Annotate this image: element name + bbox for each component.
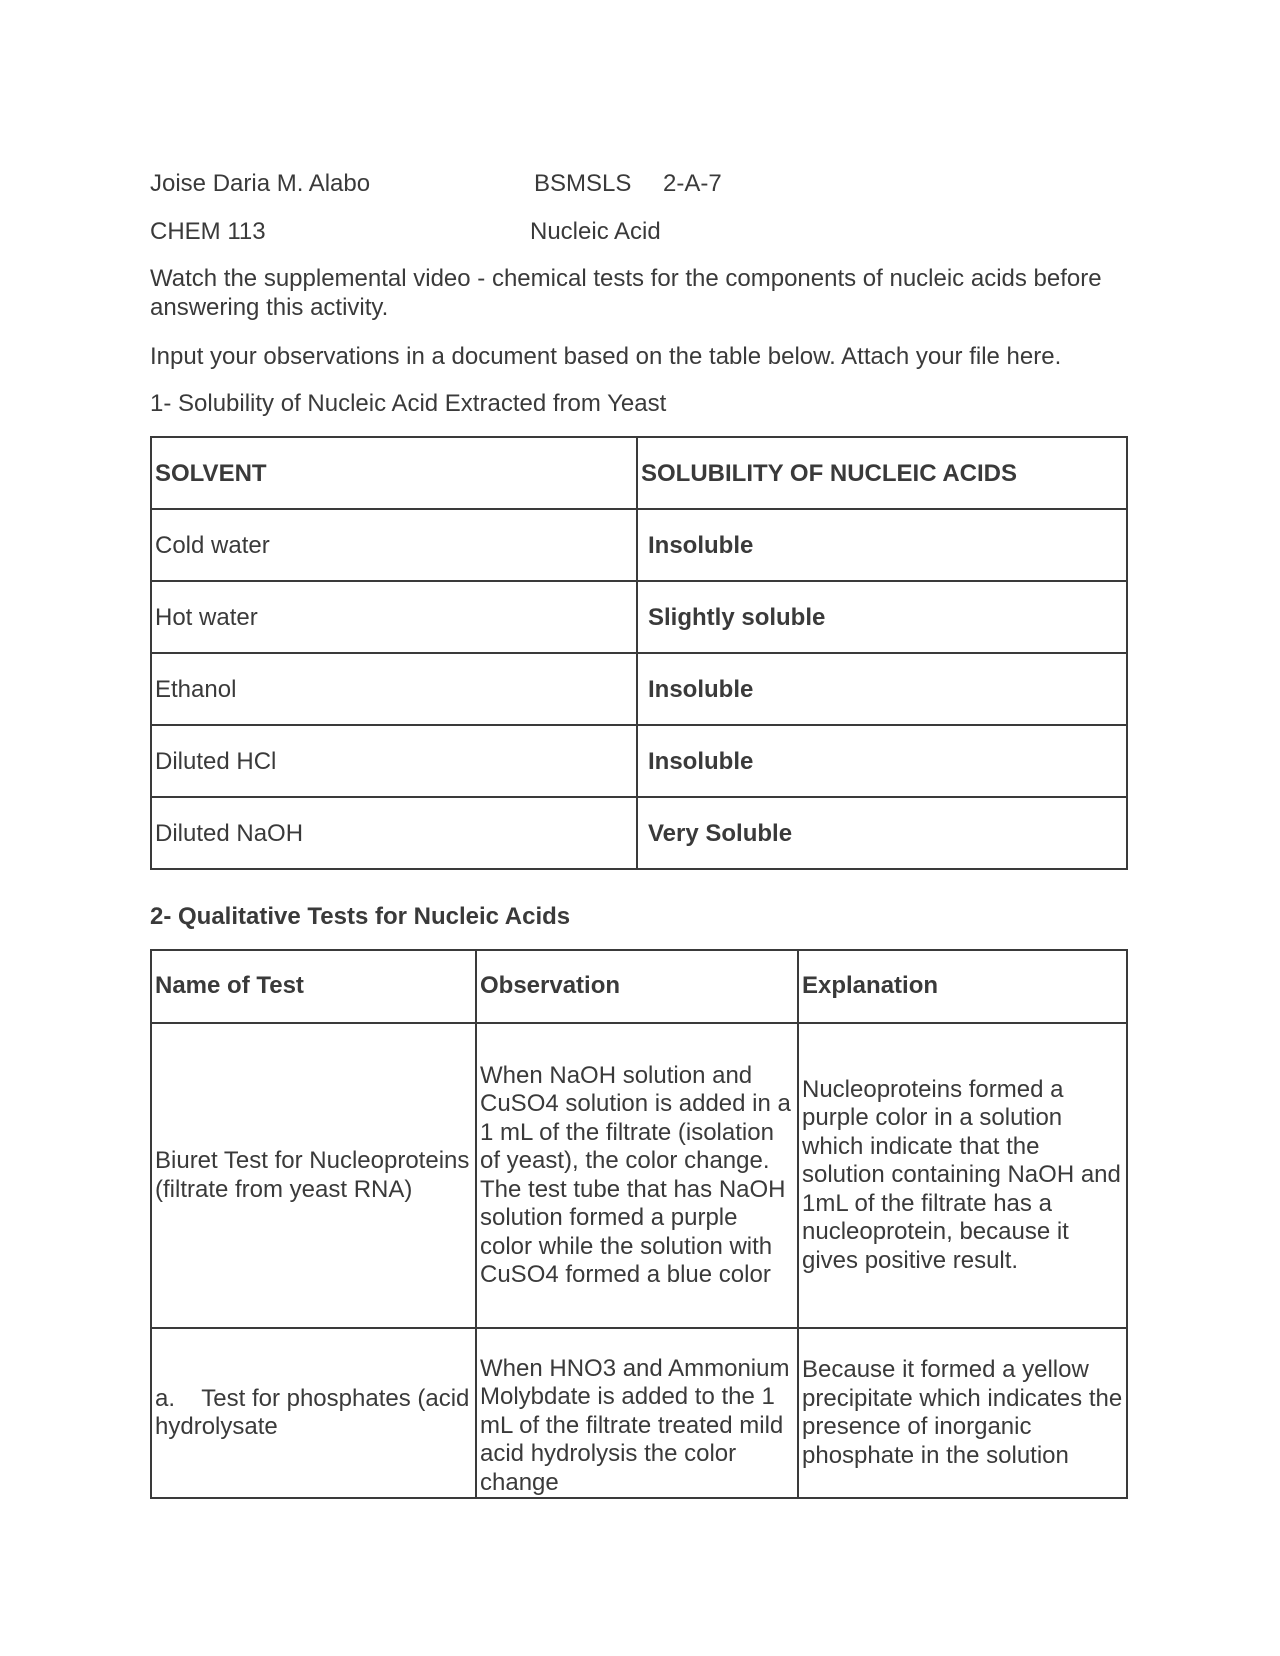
section1-title: 1- Solubility of Nucleic Acid Extracted from Yeast <box>150 390 667 417</box>
solubility-cell: Slightly soluble <box>637 581 1127 653</box>
column-header-observation: Observation <box>476 950 798 1023</box>
column-header-solvent: SOLVENT <box>151 437 637 509</box>
solubility-cell: Insoluble <box>637 509 1127 581</box>
solvent-cell: Ethanol <box>151 653 637 725</box>
test-name-cell: Biuret Test for Nucleoproteins (filtrate from yeast RNA) <box>151 1023 476 1328</box>
table-row <box>151 581 1127 653</box>
section2-title: 2- Qualitative Tests for Nucleic Acids <box>150 903 571 930</box>
solubility-table <box>150 436 1128 870</box>
explanation-cell: Nucleoproteins formed a purple color in a solution which indicate that the solution containing NaOH and 1mL of the filtrate has a nucleoprotein, because it gives positive result. <box>798 1023 1127 1328</box>
column-header-test: Name of Test <box>151 950 476 1023</box>
table-header-row <box>151 437 1127 509</box>
observation-cell: When HNO3 and Ammonium Molybdate is added to the 1 mL of the filtrate treated mild acid hydrolysis the color change <box>476 1328 798 1498</box>
solubility-cell: Insoluble <box>637 725 1127 797</box>
solvent-cell: Hot water <box>151 581 637 653</box>
observation-cell: When NaOH solution and CuSO4 solution is added in a 1 mL of the filtrate (isolation of yeast), the color change. The test tube that has NaOH solution formed a purple color while the solution with CuSO4 formed a blue color <box>476 1023 798 1328</box>
table-row <box>151 725 1127 797</box>
student-name: Joise Daria M. Alabo <box>150 170 371 197</box>
test-name-cell: a. Test for phosphates (acid hydrolysate <box>151 1328 476 1498</box>
instruction-attach: Input your observations in a document based on the table below. Attach your file here. <box>150 343 1062 370</box>
column-header-explanation: Explanation <box>798 950 1127 1023</box>
table-row <box>151 797 1127 869</box>
solvent-cell: Cold water <box>151 509 637 581</box>
table-row <box>151 1023 1127 1328</box>
topic: Nucleic Acid <box>530 218 661 245</box>
solvent-cell: Diluted NaOH <box>151 797 637 869</box>
table-header-row <box>151 950 1127 1023</box>
solvent-cell: Diluted HCl <box>151 725 637 797</box>
program: BSMSLS <box>534 170 632 197</box>
instruction-video: Watch the supplemental video - chemical tests for the components of nucleic acids before answering this activity. <box>150 265 1102 321</box>
table-row <box>151 653 1127 725</box>
qualitative-tests-table <box>150 949 1128 1499</box>
solubility-cell: Very Soluble <box>637 797 1127 869</box>
explanation-cell: Because it formed a yellow precipitate which indicates the presence of inorganic phosphate in the solution <box>798 1328 1127 1498</box>
table-row <box>151 509 1127 581</box>
solubility-cell: Insoluble <box>637 653 1127 725</box>
course-code: CHEM 113 <box>150 218 266 245</box>
table-row <box>151 1328 1127 1498</box>
column-header-solubility: SOLUBILITY OF NUCLEIC ACIDS <box>637 437 1127 509</box>
section-code: 2-A-7 <box>663 170 722 197</box>
